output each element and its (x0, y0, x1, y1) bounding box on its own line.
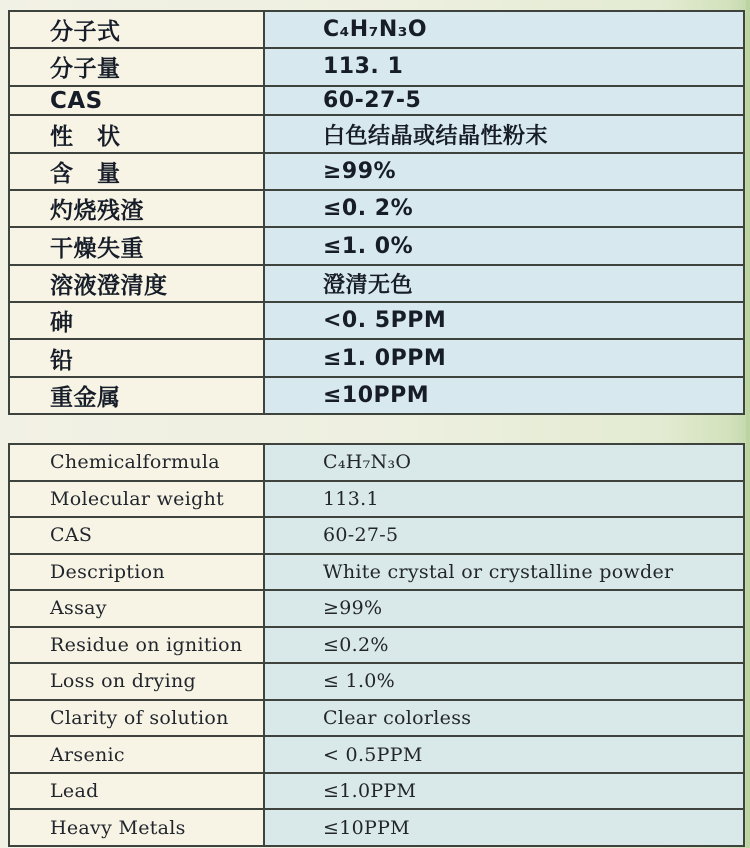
property-value: ≤0. 2% (264, 190, 744, 227)
property-label: Assay (9, 590, 264, 627)
property-label: 重金属 (9, 377, 264, 414)
table-row (9, 86, 744, 116)
table-row (9, 302, 744, 339)
property-value: C₄H₇N₃O (264, 11, 744, 48)
table-row (9, 809, 744, 846)
property-value: Clear colorless (264, 700, 744, 737)
table-row (9, 590, 744, 627)
property-value: ≤0.2% (264, 627, 744, 664)
property-value: ≤1.0PPM (264, 773, 744, 810)
property-label: Molecular weight (9, 481, 264, 518)
property-label: Heavy Metals (9, 809, 264, 846)
property-value: ≤10PPM (264, 809, 744, 846)
chinese-spec-table-body (9, 11, 744, 414)
property-value: ≥99% (264, 153, 744, 190)
property-value: 澄清无色 (264, 265, 744, 302)
table-row (9, 481, 744, 518)
table-row (9, 265, 744, 302)
english-spec-table (8, 443, 745, 847)
property-label: 含 量 (9, 153, 264, 190)
property-label: Clarity of solution (9, 700, 264, 737)
property-value: White crystal or crystalline powder (264, 554, 744, 591)
property-value: 113.1 (264, 481, 744, 518)
property-value: ≤1. 0% (264, 227, 744, 264)
table-row (9, 627, 744, 664)
property-value: ≤1. 0PPM (264, 339, 744, 376)
property-value: 113. 1 (264, 48, 744, 85)
property-label: Description (9, 554, 264, 591)
property-value: ≤ 1.0% (264, 663, 744, 700)
property-value: 60-27-5 (264, 86, 744, 116)
page-edge-strip (746, 0, 750, 848)
table-row (9, 339, 744, 376)
property-value: 白色结晶或结晶性粉末 (264, 115, 744, 152)
table-row (9, 153, 744, 190)
table-row (9, 773, 744, 810)
property-label: 分子式 (9, 11, 264, 48)
english-spec-table-body (9, 444, 744, 846)
property-label: Loss on drying (9, 663, 264, 700)
property-label: 铅 (9, 339, 264, 376)
table-row (9, 190, 744, 227)
property-label: 干燥失重 (9, 227, 264, 264)
property-label: 性 状 (9, 115, 264, 152)
table-row (9, 663, 744, 700)
table-row (9, 736, 744, 773)
table-row (9, 377, 744, 414)
table-row (9, 517, 744, 554)
table-row (9, 444, 744, 481)
property-label: 灼烧残渣 (9, 190, 264, 227)
property-label: CAS (9, 86, 264, 116)
property-value: C₄H₇N₃O (264, 444, 744, 481)
property-label: 砷 (9, 302, 264, 339)
property-value: < 0.5PPM (264, 736, 744, 773)
table-row (9, 227, 744, 264)
table-row (9, 48, 744, 85)
property-label: Lead (9, 773, 264, 810)
property-value: ≤10PPM (264, 377, 744, 414)
property-label: CAS (9, 517, 264, 554)
property-value: 60-27-5 (264, 517, 744, 554)
table-row (9, 115, 744, 152)
property-label: 溶液澄清度 (9, 265, 264, 302)
property-label: Residue on ignition (9, 627, 264, 664)
property-label: Chemicalformula (9, 444, 264, 481)
property-value: ≥99% (264, 590, 744, 627)
table-row (9, 11, 744, 48)
property-label: Arsenic (9, 736, 264, 773)
table-row (9, 700, 744, 737)
chinese-spec-table (8, 10, 745, 415)
table-row (9, 554, 744, 591)
property-label: 分子量 (9, 48, 264, 85)
property-value: <0. 5PPM (264, 302, 744, 339)
